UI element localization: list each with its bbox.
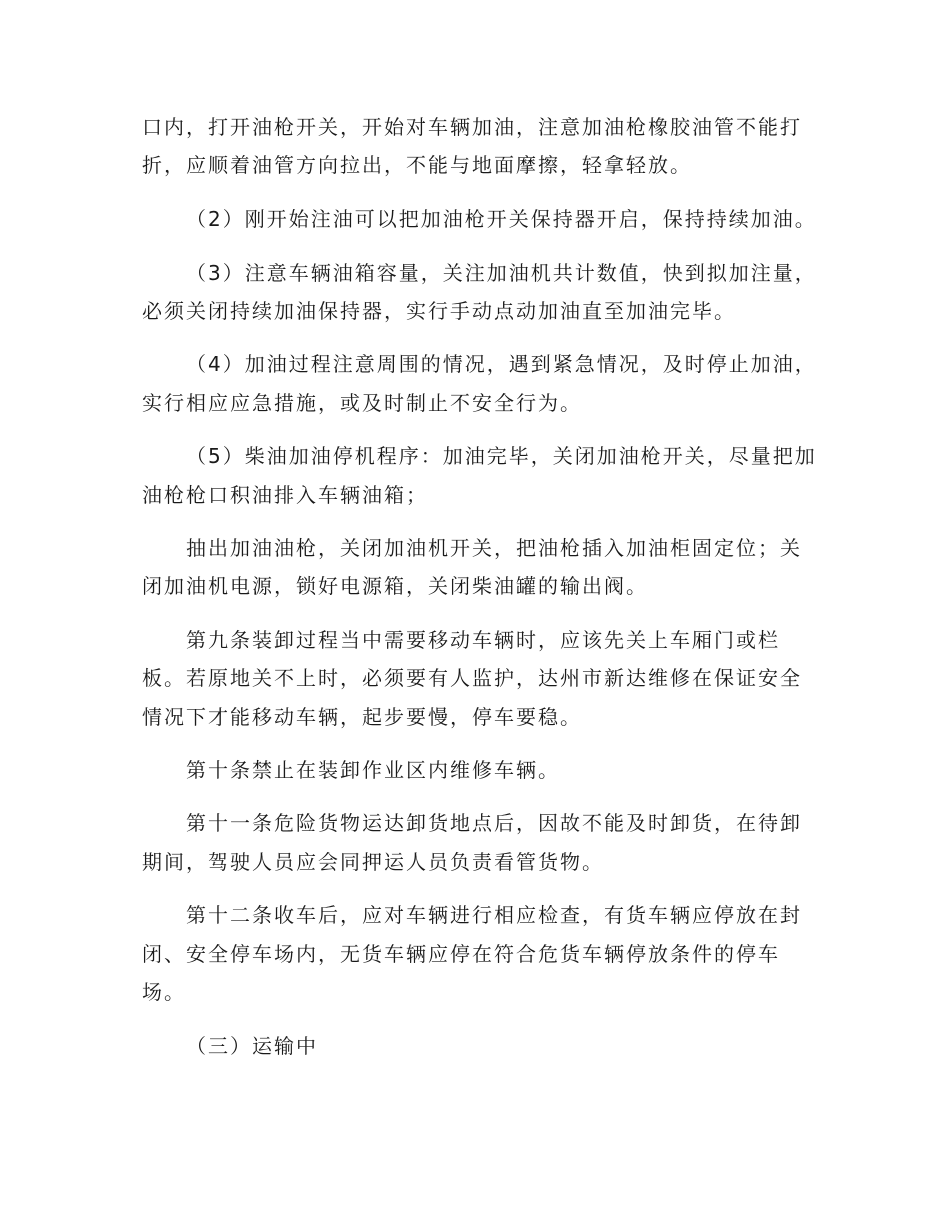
text-line: 情况下才能移动车辆，起步要慢，停车要稳。: [142, 705, 582, 729]
text-line: （2）刚开始注油可以把加油枪开关保持器开启，保持持续加油。: [186, 207, 817, 231]
text-line: 第九条装卸过程当中需要移动车辆时，应该先关上车厢门或栏: [186, 628, 780, 652]
text-line: 第十二条收车后，应对车辆进行相应检查，有货车辆应停放在封: [186, 903, 802, 927]
text-line: 抽出加油油枪，关闭加油机开关，把油枪插入加油柜固定位；关: [186, 536, 802, 560]
text-line: 第十一条危险货物运达卸货地点后，因故不能及时卸货，在待卸: [186, 811, 802, 835]
text-line: 口内，打开油枪开关，开始对车辆加油，注意加油枪橡胶油管不能打: [142, 115, 802, 139]
text-line: 实行相应应急措施，或及时制止不安全行为。: [142, 391, 582, 415]
text-line: 闭加油机电源，锁好电源箱，关闭柴油罐的输出阀。: [142, 574, 648, 598]
text-line: 第十条禁止在装卸作业区内维修车辆。: [186, 758, 560, 782]
text-line: 期间，驾驶人员应会同押运人员负责看管货物。: [142, 850, 604, 874]
section-heading: （三）运输中: [186, 1034, 318, 1058]
text-line: 场。: [142, 980, 186, 1004]
text-line: （4）加油过程注意周围的情况，遇到紧急情况，及时停止加油，: [186, 352, 817, 376]
text-line: （5）柴油加油停机程序：加油完毕，关闭加油枪开关，尽量把加: [186, 444, 817, 468]
text-line: 必须关闭持续加油保持器，实行手动点动加油直至加油完毕。: [142, 299, 736, 323]
text-line: 折，应顺着油管方向拉出，不能与地面摩擦，轻拿轻放。: [142, 153, 692, 177]
text-line: 闭、安全停车场内，无货车辆应停在符合危货车辆停放条件的停车: [142, 942, 780, 966]
text-line: 油枪枪口积油排入车辆油箱；: [142, 483, 428, 507]
text-line: （3）注意车辆油箱容量，关注加油机共计数值，快到拟加注量，: [186, 261, 817, 285]
text-line: 板。若原地关不上时，必须要有人监护，达州市新达维修在保证安全: [142, 666, 802, 690]
